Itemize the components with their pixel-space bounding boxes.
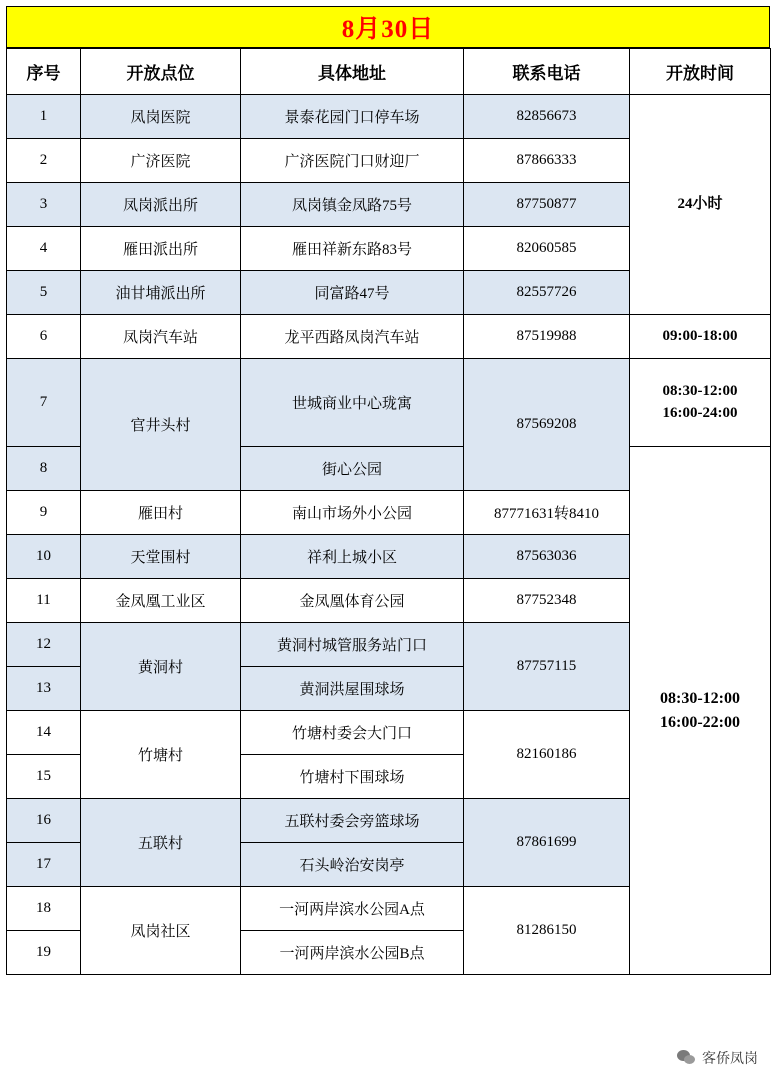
footer-brand-label: 客侨凤岗 [702,1050,758,1066]
cell-addr: 石头岭治安岗亭 [241,843,464,887]
cell-site: 凤岗汽车站 [81,315,241,359]
cell-addr: 黄洞洪屋围球场 [241,667,464,711]
time-line-2: 16:00-24:00 [662,404,738,421]
cell-tel: 82160186 [464,711,630,799]
cell-seq: 13 [7,667,81,711]
cell-seq: 12 [7,623,81,667]
cell-site: 金凤凰工业区 [81,579,241,623]
cell-site: 官井头村 [81,359,241,491]
cell-addr: 祥利上城小区 [241,535,464,579]
cell-site: 天堂围村 [81,535,241,579]
cell-tel: 82557726 [464,271,630,315]
cell-seq: 14 [7,711,81,755]
time-line-1: 08:30-12:00 [660,690,740,708]
cell-site: 凤岗医院 [81,95,241,139]
cell-addr: 竹塘村委会大门口 [241,711,464,755]
cell-tel: 81286150 [464,887,630,975]
cell-addr: 同富路47号 [241,271,464,315]
cell-site: 油甘埔派出所 [81,271,241,315]
cell-addr: 景泰花园门口停车场 [241,95,464,139]
cell-addr: 金凤凰体育公园 [241,579,464,623]
cell-site: 广济医院 [81,139,241,183]
cell-seq: 5 [7,271,81,315]
cell-site: 雁田村 [81,491,241,535]
column-header-tel: 联系电话 [464,49,630,95]
cell-seq: 17 [7,843,81,887]
cell-site: 竹塘村 [81,711,241,799]
schedule-table [6,48,771,975]
cell-site: 凤岗社区 [81,887,241,975]
cell-seq: 11 [7,579,81,623]
title-bar [6,6,770,48]
footer-brand [677,1048,758,1068]
cell-site: 凤岗派出所 [81,183,241,227]
cell-addr: 广济医院门口财迎厂 [241,139,464,183]
cell-tel: 82856673 [464,95,630,139]
footer [0,1041,776,1075]
cell-seq: 1 [7,95,81,139]
table-header-row [7,49,771,95]
column-header-seq: 序号 [7,49,81,95]
wechat-icon [677,1050,696,1066]
cell-time-split-2 [630,447,771,975]
cell-time-daytime: 09:00-18:00 [630,315,771,359]
cell-addr: 一河两岸滨水公园B点 [241,931,464,975]
cell-tel: 87569208 [464,359,630,491]
table-row [7,359,771,447]
cell-seq: 18 [7,887,81,931]
cell-addr: 南山市场外小公园 [241,491,464,535]
time-line-1: 08:30-12:00 [662,382,738,399]
cell-addr: 龙平西路凤岗汽车站 [241,315,464,359]
cell-tel: 87866333 [464,139,630,183]
cell-addr: 凤岗镇金凤路75号 [241,183,464,227]
table-row [7,95,771,139]
cell-seq: 6 [7,315,81,359]
cell-addr: 五联村委会旁篮球场 [241,799,464,843]
cell-seq: 8 [7,447,81,491]
cell-addr: 黄洞村城管服务站门口 [241,623,464,667]
column-header-time: 开放时间 [630,49,771,95]
page-title: 8月30日 [341,16,435,43]
cell-addr: 竹塘村下围球场 [241,755,464,799]
cell-tel: 87861699 [464,799,630,887]
cell-addr: 世城商业中心珑寓 [241,359,464,447]
cell-addr: 街心公园 [241,447,464,491]
cell-seq: 4 [7,227,81,271]
cell-addr: 一河两岸滨水公园A点 [241,887,464,931]
cell-tel: 87757115 [464,623,630,711]
cell-site: 五联村 [81,799,241,887]
cell-time-24h: 24小时 [630,95,771,315]
column-header-addr: 具体地址 [241,49,464,95]
cell-seq: 2 [7,139,81,183]
cell-tel: 87519988 [464,315,630,359]
cell-seq: 7 [7,359,81,447]
cell-seq: 19 [7,931,81,975]
column-header-site: 开放点位 [81,49,241,95]
table-row [7,315,771,359]
cell-site: 雁田派出所 [81,227,241,271]
cell-tel: 87563036 [464,535,630,579]
cell-seq: 3 [7,183,81,227]
cell-addr: 雁田祥新东路83号 [241,227,464,271]
cell-tel: 87750877 [464,183,630,227]
time-line-2: 16:00-22:00 [660,713,740,731]
cell-tel: 87752348 [464,579,630,623]
cell-seq: 10 [7,535,81,579]
cell-seq: 16 [7,799,81,843]
cell-seq: 9 [7,491,81,535]
cell-time-split-1 [630,359,771,447]
cell-seq: 15 [7,755,81,799]
cell-tel: 82060585 [464,227,630,271]
cell-tel: 87771631转8410 [464,491,630,535]
cell-site: 黄洞村 [81,623,241,711]
